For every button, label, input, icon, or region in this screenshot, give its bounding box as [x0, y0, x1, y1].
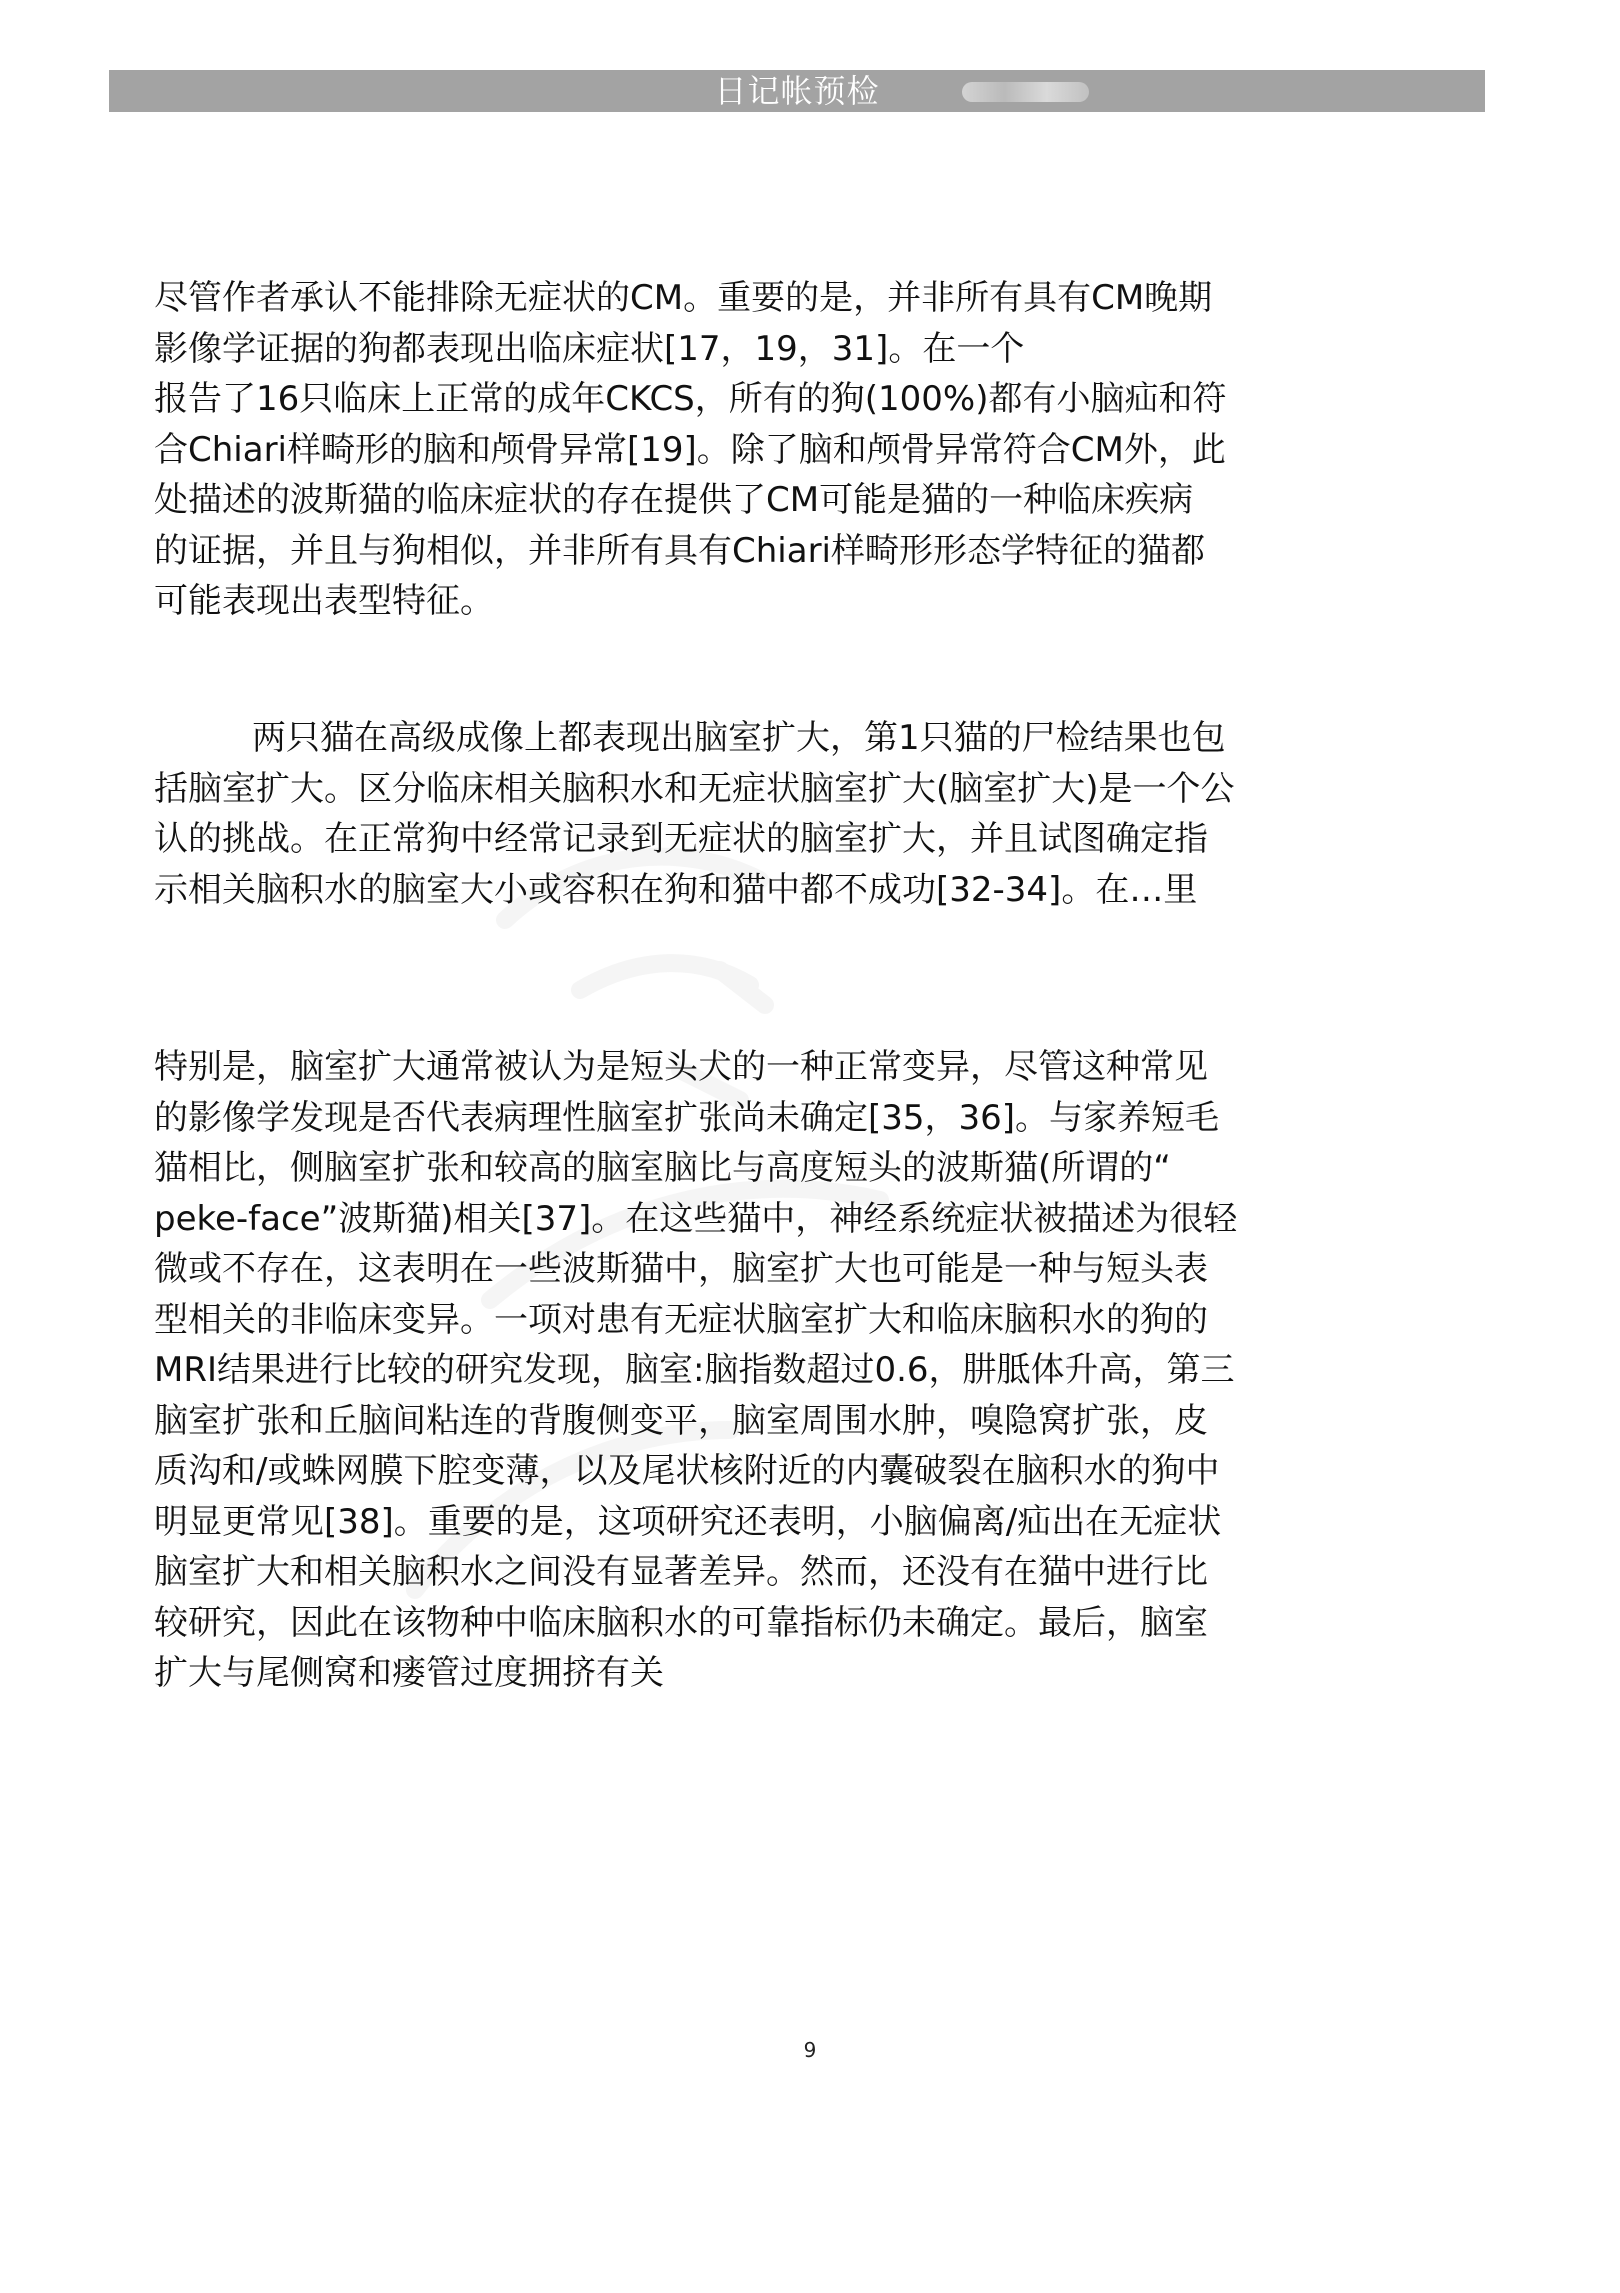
paragraph-1-line-6: 的证据，并且与狗相似，并非所有具有Chiari样畸形形态学特征的猫都	[154, 530, 1205, 571]
paragraph-3-line-11: 脑室扩大和相关脑积水之间没有显著差异。然而，还没有在猫中进行比	[154, 1552, 1208, 1592]
paragraph-3	[154, 1042, 1237, 1699]
paragraph-2-line-3: 认的挑战。在正常狗中经常记录到无症状的脑室扩大，并且试图确定指	[154, 819, 1208, 859]
paragraph-3-line-4: peke-face”波斯猫)相关[37]。在这些猫中，神经系统症状被描述为很轻	[154, 1198, 1238, 1239]
paragraph-1	[154, 273, 1227, 627]
paragraph-3-line-10: 明显更常见[38]。重要的是，这项研究还表明，小脑偏离/疝出在无症状	[154, 1501, 1222, 1542]
paragraph-3-line-8: 脑室扩张和丘脑间粘连的背腹侧变平，脑室周围水肿，嗅隐窝扩张，皮	[154, 1400, 1208, 1441]
paragraph-1-line-3: 报告了16只临床上正常的成年CKCS，所有的狗(100%)都有小脑疝和符	[154, 379, 1227, 419]
paragraph-1-line-1: 尽管作者承认不能排除无症状的CM。重要的是，并非所有具有CM晚期	[154, 278, 1213, 318]
paragraph-1-line-2: 影像学证据的狗都表现出临床症状[17，19，31]。在一个	[154, 328, 1025, 369]
paragraph-2-line-1: 两只猫在高级成像上都表现出脑室扩大，第1只猫的尸检结果也包	[252, 718, 1226, 758]
paragraph-2-line-2: 括脑室扩大。区分临床相关脑积水和无症状脑室扩大(脑室扩大)是一个公	[154, 768, 1235, 809]
paragraph-1-line-4: 合Chiari样畸形的脑和颅骨异常[19]。除了脑和颅骨异常符合CM外，此	[154, 429, 1226, 470]
paragraph-1-line-5: 处描述的波斯猫的临床症状的存在提供了CM可能是猫的一种临床疾病	[154, 480, 1194, 520]
paragraph-3-line-9: 质沟和/或蛛网膜下腔变薄，以及尾状核附近的内囊破裂在脑积水的狗中	[154, 1451, 1220, 1491]
paragraph-3-line-7: MRI结果进行比较的研究发现，脑室:脑指数超过0.6，肼胝体升高，第三	[154, 1350, 1235, 1390]
header-title: 日记帐预检	[714, 72, 880, 110]
paragraph-3-line-6: 型相关的非临床变异。一项对患有无症状脑室扩大和临床脑积水的狗的	[154, 1299, 1208, 1340]
redacted-header-text	[962, 82, 1089, 102]
paragraph-2	[154, 713, 1235, 915]
paragraph-3-line-5: 微或不存在，这表明在一些波斯猫中，脑室扩大也可能是一种与短头表	[154, 1249, 1208, 1289]
paragraph-2-line-4: 示相关脑积水的脑室大小或容积在狗和猫中都不成功[32-34]。在…里	[154, 869, 1198, 910]
paragraph-3-line-13: 扩大与尾侧窝和瘘管过度拥挤有关	[154, 1653, 664, 1693]
page-number: 9	[803, 2038, 817, 2062]
paragraph-3-line-3: 猫相比，侧脑室扩张和较高的脑室脑比与高度短头的波斯猫(所谓的“	[154, 1148, 1171, 1188]
paragraph-1-line-7: 可能表现出表型特征。	[154, 581, 494, 621]
paragraph-3-line-12: 较研究，因此在该物种中临床脑积水的可靠指标仍未确定。最后，脑室	[154, 1602, 1208, 1643]
header-bar	[109, 70, 1485, 112]
paragraph-3-line-1: 特别是，脑室扩大通常被认为是短头犬的一种正常变异，尽管这种常见	[154, 1047, 1208, 1087]
paragraph-3-line-2: 的影像学发现是否代表病理性脑室扩张尚未确定[35，36]。与家养短毛	[154, 1097, 1220, 1138]
